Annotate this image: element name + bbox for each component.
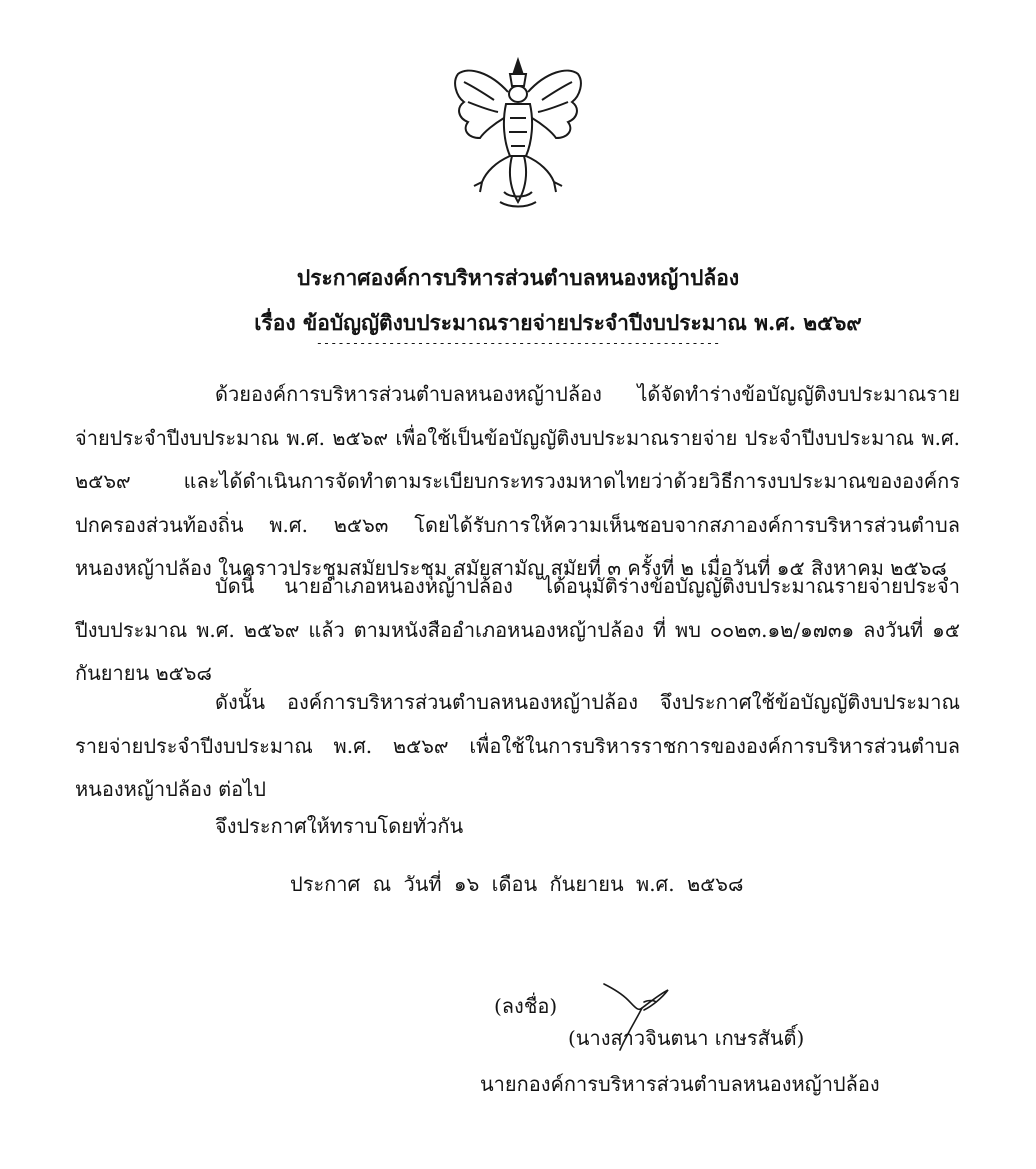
closing-line: จึงประกาศให้ทราบโดยทั่วกัน	[215, 814, 464, 838]
divider-rule: --------------------------------------------------------	[315, 336, 721, 350]
signer-position: นายกองค์การบริหารส่วนตำบลหนองหญ้าปล้อง	[480, 1072, 880, 1096]
body-paragraph-1: ด้วยองค์การบริหารส่วนตำบลหนองหญ้าปล้อง ได้จัดทำร่างข้อบัญญัติงบประมาณรายจ่ายประจำปีงบประมาณ พ.ศ. ๒๕๖๙ เพื่อใช้เป็นข้อบัญญัติงบประมาณรายจ่าย ประจำปีงบประมาณ พ.ศ. ๒๕๖๙ และได้ดำเนินการจัดทำตามระเบียบกระทรวงมหาดไทยว่าด้วยวิธีการงบประมาณขององค์กรปกครองส่วนท้องถิ่น พ.ศ. ๒๕๖๓ โดยได้รับการให้ความเห็นชอบจากสภาองค์การบริหารส่วนตำบลหนองหญ้าปล้อง ในคราวประชุมสมัยประชุม สมัยสามัญ สมัยที่ ๓ ครั้งที่ ๒ เมื่อวันที่ ๑๕ สิงหาคม ๒๕๖๘	[75, 382, 960, 581]
announcement-title: ประกาศองค์การบริหารส่วนตำบลหนองหญ้าปล้อง	[296, 265, 740, 290]
announcement-date: ประกาศ ณ วันที่ ๑๖ เดือน กันยายน พ.ศ. ๒๕๖๘	[290, 872, 744, 896]
garuda-emblem-icon	[438, 52, 598, 212]
announcement-subject: เรื่อง ข้อบัญญัติงบประมาณรายจ่ายประจำปีงบประมาณ พ.ศ. ๒๕๖๙	[254, 310, 862, 335]
body-paragraph-3: ดังนั้น องค์การบริหารส่วนตำบลหนองหญ้าปล้อง จึงประกาศใช้ข้อบัญญัติงบประมาณรายจ่ายประจำปีงบประมาณ พ.ศ. ๒๕๖๙ เพื่อใช้ในการบริหารราชการขององค์การบริหารส่วนตำบลหนองหญ้าปล้อง ต่อไป	[75, 690, 960, 802]
signature-label: (ลงชื่อ)	[494, 994, 558, 1018]
body-paragraph-2: บัดนี้ นายอำเภอหนองหญ้าปล้อง ได้อนุมัติร่างข้อบัญญัติงบประมาณรายจ่ายประจำปีงบประมาณ พ.ศ. ๒๕๖๙ แล้ว ตามหนังสืออำเภอหนองหญ้าปล้อง ที่ พบ ๐๐๒๓.๑๒/๑๗๓๑ ลงวันที่ ๑๕ กันยายน ๒๕๖๘	[75, 574, 960, 686]
signer-name: (นางสาวจินตนา เกษรสันติ์)	[568, 1026, 805, 1050]
